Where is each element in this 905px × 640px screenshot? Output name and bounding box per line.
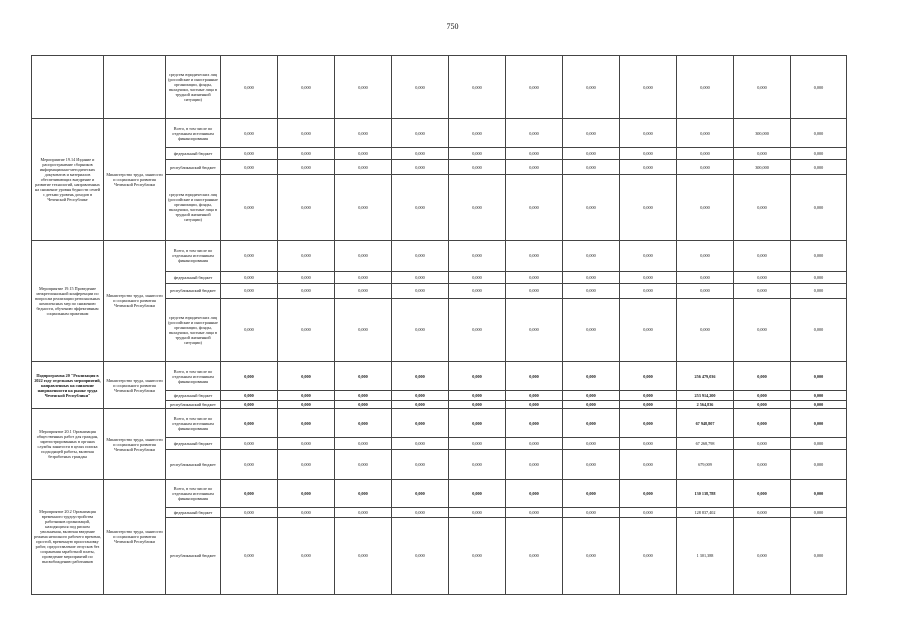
- amount-cell: 0,000: [677, 147, 734, 160]
- amount-cell: 0,000: [392, 517, 449, 594]
- amount-cell: 0,000: [449, 160, 506, 175]
- amount-cell: 0,000: [620, 391, 677, 400]
- amount-cell: 0,000: [677, 240, 734, 272]
- program-title-cell: Мероприятие 20.1 Организация общественных работ для граждан, зарегистрированных в органах службы занятости в целях поиска подходящей работы, включая безработных граждан: [32, 409, 104, 480]
- amount-cell: 0,000: [506, 160, 563, 175]
- amount-cell: 0,000: [620, 361, 677, 391]
- executor-cell: Министерство труда, занятости и социального развития Чеченской Республики: [104, 119, 166, 240]
- amount-cell: 0,000: [734, 272, 791, 284]
- amount-cell: 0,000: [278, 240, 335, 272]
- amount-cell: 0,000: [335, 450, 392, 480]
- amount-cell: 0,000: [278, 160, 335, 175]
- amount-cell: 0,000: [791, 175, 847, 240]
- amount-cell: 0,000: [449, 272, 506, 284]
- amount-cell: 0,000: [506, 437, 563, 450]
- amount-cell: 0,000: [392, 391, 449, 400]
- amount-cell: 0,000: [449, 175, 506, 240]
- amount-cell: 0,000: [620, 479, 677, 507]
- amount-cell: 0,000: [278, 437, 335, 450]
- funding-source-cell: республиканский бюджет: [166, 450, 221, 480]
- amount-cell: 0,000: [392, 283, 449, 298]
- amount-cell: 0,000: [221, 160, 278, 175]
- amount-cell: 300,000: [734, 160, 791, 175]
- amount-cell: 0,000: [734, 298, 791, 361]
- amount-cell: 0,000: [392, 272, 449, 284]
- amount-cell: 1 301,388: [677, 517, 734, 594]
- amount-cell: 0,000: [392, 119, 449, 147]
- amount-cell: 0,000: [734, 508, 791, 517]
- amount-cell: 0,000: [620, 147, 677, 160]
- amount-cell: 0,000: [620, 272, 677, 284]
- amount-cell: 0,000: [278, 517, 335, 594]
- funding-source-cell: средства юридических лиц (российские и иностранные организации, фонды, вкладчики, частные лица в трудной жизненной ситуации): [166, 175, 221, 240]
- amount-cell: 0,000: [791, 517, 847, 594]
- amount-cell: 0,000: [734, 437, 791, 450]
- amount-cell: 130 138,788: [677, 479, 734, 507]
- amount-cell: 0,000: [335, 240, 392, 272]
- amount-cell: 0,000: [335, 298, 392, 361]
- amount-cell: 0,000: [734, 409, 791, 437]
- amount-cell: 0,000: [620, 160, 677, 175]
- amount-cell: 0,000: [620, 240, 677, 272]
- amount-cell: 0,000: [791, 508, 847, 517]
- amount-cell: 0,000: [221, 56, 278, 119]
- amount-cell: 67 268,798: [677, 437, 734, 450]
- program-title-cell: [32, 56, 104, 119]
- amount-cell: 256 479,036: [677, 361, 734, 391]
- executor-cell: Министерство труда, занятости и социального развития Чеченской Республики: [104, 479, 166, 594]
- amount-cell: 0,000: [335, 361, 392, 391]
- amount-cell: 0,000: [449, 240, 506, 272]
- amount-cell: 0,000: [278, 479, 335, 507]
- table-row: [32, 409, 847, 437]
- amount-cell: 0,000: [506, 391, 563, 400]
- amount-cell: 0,000: [335, 479, 392, 507]
- amount-cell: 0,000: [335, 160, 392, 175]
- amount-cell: 0,000: [791, 437, 847, 450]
- amount-cell: 0,000: [734, 240, 791, 272]
- amount-cell: 0,000: [449, 147, 506, 160]
- funding-source-cell: Всего, в том числе по отдельным источникам финансирования: [166, 361, 221, 391]
- amount-cell: 0,000: [506, 508, 563, 517]
- amount-cell: 0,000: [506, 517, 563, 594]
- amount-cell: 0,000: [278, 361, 335, 391]
- amount-cell: 0,000: [221, 437, 278, 450]
- amount-cell: 0,000: [791, 240, 847, 272]
- amount-cell: 0,000: [506, 56, 563, 119]
- amount-cell: 0,000: [677, 272, 734, 284]
- amount-cell: 0,000: [449, 119, 506, 147]
- amount-cell: 0,000: [620, 175, 677, 240]
- funding-source-cell: федеральный бюджет: [166, 147, 221, 160]
- amount-cell: 0,000: [506, 400, 563, 408]
- amount-cell: 0,000: [791, 298, 847, 361]
- amount-cell: 0,000: [563, 160, 620, 175]
- amount-cell: 0,000: [563, 508, 620, 517]
- amount-cell: 0,000: [620, 283, 677, 298]
- amount-cell: 0,000: [392, 361, 449, 391]
- amount-cell: 0,000: [449, 298, 506, 361]
- amount-cell: 0,000: [620, 437, 677, 450]
- amount-cell: 0,000: [791, 56, 847, 119]
- amount-cell: 0,000: [335, 400, 392, 408]
- amount-cell: 0,000: [563, 283, 620, 298]
- funding-source-cell: республиканский бюджет: [166, 400, 221, 408]
- amount-cell: 0,000: [278, 391, 335, 400]
- amount-cell: 0,000: [620, 56, 677, 119]
- amount-cell: 300,000: [734, 119, 791, 147]
- amount-cell: 0,000: [449, 391, 506, 400]
- amount-cell: 0,000: [506, 119, 563, 147]
- program-title-cell: Подпрограмма 20 "Реализация в 2022 году отдельных мероприятий, направленных на снижение напряженности на рынке труда Чеченской Республики": [32, 361, 104, 408]
- amount-cell: 0,000: [392, 479, 449, 507]
- amount-cell: 0,000: [506, 409, 563, 437]
- amount-cell: 0,000: [335, 56, 392, 119]
- amount-cell: 0,000: [392, 437, 449, 450]
- amount-cell: 0,000: [392, 240, 449, 272]
- amount-cell: 0,000: [335, 147, 392, 160]
- amount-cell: 0,000: [449, 508, 506, 517]
- amount-cell: 0,000: [449, 400, 506, 408]
- amount-cell: 0,000: [335, 517, 392, 594]
- amount-cell: 0,000: [563, 409, 620, 437]
- amount-cell: 0,000: [449, 517, 506, 594]
- amount-cell: 0,000: [620, 298, 677, 361]
- funding-source-cell: республиканский бюджет: [166, 160, 221, 175]
- amount-cell: 0,000: [278, 119, 335, 147]
- amount-cell: 0,000: [506, 298, 563, 361]
- amount-cell: 0,000: [221, 272, 278, 284]
- executor-cell: Министерство труда, занятости и социального развития Чеченской Республики: [104, 361, 166, 408]
- amount-cell: 0,000: [392, 409, 449, 437]
- amount-cell: 0,000: [791, 409, 847, 437]
- amount-cell: 0,000: [392, 400, 449, 408]
- amount-cell: 0,000: [335, 272, 392, 284]
- amount-cell: 0,000: [791, 450, 847, 480]
- amount-cell: 0,000: [563, 400, 620, 408]
- amount-cell: 0,000: [278, 450, 335, 480]
- amount-cell: 0,000: [506, 272, 563, 284]
- funding-source-cell: средства юридических лиц (российские и иностранные организации, фонды, вкладчики, частные лица в трудной жизненной ситуации): [166, 298, 221, 361]
- amount-cell: 0,000: [734, 56, 791, 119]
- amount-cell: 0,000: [791, 119, 847, 147]
- amount-cell: 0,000: [221, 450, 278, 480]
- amount-cell: 0,000: [221, 175, 278, 240]
- amount-cell: 0,000: [278, 409, 335, 437]
- amount-cell: 0,000: [791, 160, 847, 175]
- funding-source-cell: Всего, в том числе по отдельным источникам финансирования: [166, 240, 221, 272]
- amount-cell: 253 914,200: [677, 391, 734, 400]
- funding-source-cell: Всего, в том числе по отдельным источникам финансирования: [166, 409, 221, 437]
- amount-cell: 0,000: [449, 479, 506, 507]
- amount-cell: 0,000: [392, 56, 449, 119]
- budget-table: [31, 55, 847, 595]
- program-title-cell: Мероприятие 19.14 Издание и распространение сборников информационно-методических документов и материалов обеспечивающих внедрение и развитие технологий, направленных на снижение уровня бедности семей с детьми уровень доходов в Чеченской Республике: [32, 119, 104, 240]
- amount-cell: 0,000: [335, 283, 392, 298]
- amount-cell: 0,000: [563, 298, 620, 361]
- amount-cell: 0,000: [734, 391, 791, 400]
- executor-cell: Министерство труда, занятости и социального развития Чеченской Республики: [104, 409, 166, 480]
- amount-cell: 0,000: [335, 175, 392, 240]
- amount-cell: 0,000: [677, 56, 734, 119]
- amount-cell: 0,000: [278, 508, 335, 517]
- amount-cell: 0,000: [221, 517, 278, 594]
- amount-cell: 0,000: [449, 450, 506, 480]
- page-number: 750: [446, 22, 459, 31]
- amount-cell: 0,000: [278, 56, 335, 119]
- amount-cell: 2 564,836: [677, 400, 734, 408]
- amount-cell: 0,000: [278, 283, 335, 298]
- table-row: [32, 361, 847, 391]
- amount-cell: 0,000: [392, 175, 449, 240]
- amount-cell: 0,000: [734, 283, 791, 298]
- amount-cell: 0,000: [449, 361, 506, 391]
- amount-cell: 0,000: [791, 400, 847, 408]
- amount-cell: 0,000: [734, 175, 791, 240]
- amount-cell: 0,000: [221, 240, 278, 272]
- amount-cell: 0,000: [392, 147, 449, 160]
- amount-cell: 0,000: [335, 119, 392, 147]
- amount-cell: 0,000: [392, 508, 449, 517]
- amount-cell: 0,000: [677, 160, 734, 175]
- amount-cell: 0,000: [677, 175, 734, 240]
- amount-cell: 0,000: [563, 240, 620, 272]
- executor-cell: Министерство труда, занятости и социального развития Чеченской Республики: [104, 240, 166, 361]
- amount-cell: 0,000: [506, 361, 563, 391]
- amount-cell: 0,000: [563, 517, 620, 594]
- amount-cell: 0,000: [221, 409, 278, 437]
- table-row: [32, 240, 847, 272]
- amount-cell: 0,000: [221, 400, 278, 408]
- funding-source-cell: федеральный бюджет: [166, 437, 221, 450]
- amount-cell: 0,000: [221, 479, 278, 507]
- amount-cell: 0,000: [563, 450, 620, 480]
- amount-cell: 0,000: [677, 119, 734, 147]
- executor-cell: [104, 56, 166, 119]
- amount-cell: 0,000: [563, 272, 620, 284]
- amount-cell: 0,000: [620, 450, 677, 480]
- amount-cell: 0,000: [335, 437, 392, 450]
- table-row: [32, 479, 847, 507]
- amount-cell: 0,000: [221, 361, 278, 391]
- amount-cell: 0,000: [278, 272, 335, 284]
- amount-cell: 128 837,402: [677, 508, 734, 517]
- amount-cell: 0,000: [221, 119, 278, 147]
- amount-cell: 0,000: [506, 147, 563, 160]
- amount-cell: 0,000: [791, 391, 847, 400]
- amount-cell: 0,000: [563, 119, 620, 147]
- amount-cell: 0,000: [392, 160, 449, 175]
- amount-cell: 0,000: [506, 450, 563, 480]
- amount-cell: 0,000: [563, 361, 620, 391]
- amount-cell: 0,000: [620, 119, 677, 147]
- amount-cell: 0,000: [563, 56, 620, 119]
- amount-cell: 0,000: [278, 298, 335, 361]
- amount-cell: 0,000: [791, 147, 847, 160]
- amount-cell: 0,000: [620, 409, 677, 437]
- amount-cell: 0,000: [563, 437, 620, 450]
- amount-cell: 0,000: [734, 361, 791, 391]
- amount-cell: 0,000: [734, 400, 791, 408]
- amount-cell: 0,000: [449, 409, 506, 437]
- amount-cell: 0,000: [335, 508, 392, 517]
- amount-cell: 0,000: [734, 517, 791, 594]
- amount-cell: 0,000: [278, 147, 335, 160]
- amount-cell: 0,000: [335, 409, 392, 437]
- amount-cell: 0,000: [620, 508, 677, 517]
- amount-cell: 0,000: [221, 298, 278, 361]
- amount-cell: 0,000: [221, 147, 278, 160]
- amount-cell: 0,000: [620, 517, 677, 594]
- funding-source-cell: федеральный бюджет: [166, 508, 221, 517]
- amount-cell: 0,000: [221, 283, 278, 298]
- amount-cell: 0,000: [449, 437, 506, 450]
- amount-cell: 0,000: [677, 283, 734, 298]
- funding-source-cell: республиканский бюджет: [166, 517, 221, 594]
- amount-cell: 0,000: [449, 56, 506, 119]
- amount-cell: 0,000: [620, 400, 677, 408]
- amount-cell: 0,000: [335, 391, 392, 400]
- amount-cell: 0,000: [392, 298, 449, 361]
- amount-cell: 0,000: [506, 283, 563, 298]
- amount-cell: 0,000: [791, 479, 847, 507]
- amount-cell: 0,000: [563, 391, 620, 400]
- program-title-cell: Мероприятие 19.15 Проведение межрегиональной конференции по вопросам реализации региональных комплексных мер по снижению бедности, обучению эффективным социальным практикам: [32, 240, 104, 361]
- amount-cell: 0,000: [563, 175, 620, 240]
- amount-cell: 0,000: [221, 508, 278, 517]
- funding-source-cell: республиканский бюджет: [166, 283, 221, 298]
- amount-cell: 679,009: [677, 450, 734, 480]
- amount-cell: 0,000: [221, 391, 278, 400]
- funding-source-cell: средства юридических лиц (российские и иностранные организации, фонды, вкладчики, частные лица в трудной жизненной ситуации): [166, 56, 221, 119]
- funding-source-cell: федеральный бюджет: [166, 272, 221, 284]
- amount-cell: 0,000: [791, 283, 847, 298]
- table-row: [32, 56, 847, 119]
- amount-cell: 0,000: [506, 240, 563, 272]
- funding-source-cell: федеральный бюджет: [166, 391, 221, 400]
- amount-cell: 0,000: [734, 147, 791, 160]
- amount-cell: 0,000: [734, 479, 791, 507]
- program-title-cell: Мероприятие 20.2 Организация временного трудоустройства работников организаций, находящихся под риском увольнения, включая введение режима неполного рабочего времени, простой, временную приостановку работ, предоставление отпусков без сохранения заработной платы, проведение мероприятий по высвобождению работников: [32, 479, 104, 594]
- funding-source-cell: Всего, в том числе по отдельным источникам финансирования: [166, 479, 221, 507]
- amount-cell: 0,000: [449, 283, 506, 298]
- amount-cell: 0,000: [677, 298, 734, 361]
- amount-cell: 0,000: [791, 361, 847, 391]
- amount-cell: 0,000: [392, 450, 449, 480]
- amount-cell: 67 948,807: [677, 409, 734, 437]
- table-row: [32, 119, 847, 147]
- amount-cell: 0,000: [791, 272, 847, 284]
- amount-cell: 0,000: [563, 479, 620, 507]
- amount-cell: 0,000: [278, 400, 335, 408]
- amount-cell: 0,000: [506, 479, 563, 507]
- amount-cell: 0,000: [278, 175, 335, 240]
- amount-cell: 0,000: [563, 147, 620, 160]
- amount-cell: 0,000: [506, 175, 563, 240]
- funding-source-cell: Всего, в том числе по отдельным источникам финансирования: [166, 119, 221, 147]
- amount-cell: 0,000: [734, 450, 791, 480]
